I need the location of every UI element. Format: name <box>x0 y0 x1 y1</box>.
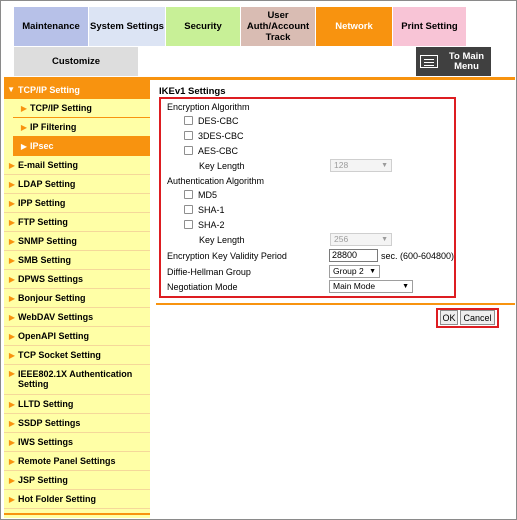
sidebar-item-label: Bonjour Setting <box>18 293 86 303</box>
authentication-key-length-select[interactable] <box>330 233 392 246</box>
triangle-right-icon: ▶ <box>8 179 15 189</box>
sidebar-subitem-ipsec[interactable] <box>13 137 150 156</box>
diffie-hellman-group-select[interactable] <box>329 265 380 278</box>
triangle-right-icon: ▶ <box>8 217 15 227</box>
sidebar-item-label: IPP Setting <box>18 198 66 208</box>
triangle-right-icon: ▶ <box>8 236 15 246</box>
sidebar-item-label: SNMP Setting <box>18 236 77 246</box>
triangle-right-icon: ▶ <box>8 456 15 466</box>
sidebar-item-label: TCP Socket Setting <box>18 350 101 360</box>
sidebar-item-label: TCP/IP Setting <box>30 103 92 113</box>
sidebar-item-label: IPsec <box>30 141 54 151</box>
triangle-right-icon: ▶ <box>8 350 15 360</box>
section-title: IKEv1 Settings <box>159 86 226 97</box>
sidebar-item-label: LDAP Setting <box>18 179 76 189</box>
to-main-menu-button[interactable] <box>416 47 491 76</box>
ok-button[interactable]: OK <box>440 310 458 325</box>
sidebar-item-ipp-setting[interactable] <box>4 194 150 213</box>
des-cbc-label: DES-CBC <box>198 116 239 126</box>
sidebar-item-iws-settings[interactable] <box>4 433 150 452</box>
sidebar-item-label: E-mail Setting <box>18 160 79 170</box>
aes-cbc-label: AES-CBC <box>198 146 239 156</box>
sidebar-bottom-divider <box>4 513 150 515</box>
sidebar <box>4 80 150 518</box>
sidebar-item-hot-folder-setting[interactable] <box>4 490 150 509</box>
sidebar-item-email-setting[interactable] <box>4 156 150 175</box>
sha1-label: SHA-1 <box>198 205 225 215</box>
cancel-button[interactable]: Cancel <box>460 310 495 325</box>
des-cbc-checkbox[interactable] <box>184 116 193 125</box>
sidebar-item-lltd-setting[interactable] <box>4 395 150 414</box>
negotiation-mode-label: Negotiation Mode <box>167 282 238 292</box>
encryption-algorithm-label: Encryption Algorithm <box>167 102 250 112</box>
sidebar-item-label: Hot Folder Setting <box>18 494 96 504</box>
sidebar-item-ssdp-settings[interactable] <box>4 414 150 433</box>
authentication-key-length-value: 256 <box>334 234 349 244</box>
negotiation-mode-select[interactable] <box>329 280 413 293</box>
triangle-right-icon: ▶ <box>8 312 15 322</box>
sidebar-item-label: JSP Setting <box>18 475 68 485</box>
sidebar-item-label: LLTD Setting <box>18 399 74 409</box>
sidebar-item-label: WebDAV Settings <box>18 312 94 322</box>
tab-network[interactable]: Network <box>316 7 393 46</box>
sidebar-item-smb-setting[interactable] <box>4 251 150 270</box>
triangle-right-icon: ▶ <box>20 122 27 132</box>
content-divider <box>156 303 515 305</box>
triangle-right-icon: ▶ <box>8 399 15 409</box>
encryption-key-length-value: 128 <box>334 160 349 170</box>
sidebar-subitem-ip-filtering[interactable] <box>13 118 150 137</box>
md5-label: MD5 <box>198 190 218 200</box>
sidebar-item-label: SMB Setting <box>18 255 71 265</box>
sidebar-item-label: TCP/IP Setting <box>18 84 80 95</box>
triangle-right-icon: ▶ <box>20 141 27 151</box>
aes-cbc-checkbox[interactable] <box>184 146 193 155</box>
3des-cbc-checkbox[interactable] <box>184 131 193 140</box>
tab-customize[interactable]: Customize <box>14 47 139 76</box>
sidebar-item-webdav-settings[interactable] <box>4 308 150 327</box>
sidebar-item-label: FTP Setting <box>18 217 68 227</box>
encryption-key-length-label: Key Length <box>199 161 245 171</box>
sidebar-item-label: IWS Settings <box>18 437 74 447</box>
diffie-hellman-group-value: Group 2 <box>333 266 364 276</box>
negotiation-mode-value: Main Mode <box>333 281 376 291</box>
sidebar-item-label: DPWS Settings <box>18 274 84 284</box>
tab-system-settings[interactable]: System Settings <box>89 7 166 46</box>
menu-list-icon <box>420 55 438 68</box>
sidebar-item-openapi-setting[interactable] <box>4 327 150 346</box>
triangle-right-icon: ▶ <box>8 293 15 303</box>
triangle-right-icon: ▶ <box>8 198 15 208</box>
md5-checkbox[interactable] <box>184 190 193 199</box>
tab-print-setting[interactable]: Print Setting <box>393 7 467 46</box>
chevron-down-icon: ▼ <box>381 162 388 169</box>
sidebar-item-ieee8021x-authentication-setting[interactable] <box>4 365 150 395</box>
triangle-right-icon: ▶ <box>8 437 15 447</box>
sha2-checkbox[interactable] <box>184 220 193 229</box>
key-validity-period-range: sec. (600-604800) <box>381 251 455 261</box>
triangle-right-icon: ▶ <box>8 255 15 265</box>
chevron-down-icon: ▼ <box>369 268 376 275</box>
triangle-right-icon: ▶ <box>8 418 15 428</box>
sidebar-item-label: OpenAPI Setting <box>18 331 90 341</box>
sha2-label: SHA-2 <box>198 220 225 230</box>
authentication-key-length-label: Key Length <box>199 235 245 245</box>
tab-user-auth-account-track[interactable]: User Auth/Account Track <box>241 7 316 46</box>
authentication-algorithm-label: Authentication Algorithm <box>167 176 265 186</box>
sidebar-item-bonjour-setting[interactable] <box>4 289 150 308</box>
sidebar-item-label: IEEE802.1X Authentication Setting <box>18 369 133 389</box>
sidebar-subitem-tcpip-setting[interactable] <box>13 99 150 118</box>
encryption-key-length-select[interactable] <box>330 159 392 172</box>
triangle-down-icon: ▼ <box>7 85 15 94</box>
to-main-menu-label: To Main Menu <box>448 50 485 72</box>
chevron-down-icon: ▼ <box>402 283 409 290</box>
3des-cbc-label: 3DES-CBC <box>198 131 244 141</box>
sidebar-item-jsp-setting[interactable] <box>4 471 150 490</box>
key-validity-period-label: Encryption Key Validity Period <box>167 251 287 261</box>
sidebar-item-label: IP Filtering <box>30 122 77 132</box>
triangle-right-icon: ▶ <box>8 331 15 341</box>
sidebar-item-tcp-socket-setting[interactable] <box>4 346 150 365</box>
key-validity-period-input[interactable]: 28800 <box>329 249 378 262</box>
triangle-right-icon: ▶ <box>8 274 15 284</box>
sidebar-item-label: Remote Panel Settings <box>18 456 116 466</box>
sidebar-item-snmp-setting[interactable] <box>4 232 150 251</box>
diffie-hellman-group-label: Diffie-Hellman Group <box>167 267 251 277</box>
sidebar-item-tcpip-setting[interactable] <box>4 80 150 99</box>
tab-security[interactable]: Security <box>166 7 241 46</box>
triangle-right-icon: ▶ <box>8 160 15 170</box>
triangle-right-icon: ▶ <box>20 103 27 113</box>
sidebar-item-ldap-setting[interactable] <box>4 175 150 194</box>
tab-maintenance[interactable]: Maintenance <box>14 7 89 46</box>
sidebar-item-label: SSDP Settings <box>18 418 81 428</box>
triangle-right-icon: ▶ <box>8 369 15 378</box>
sidebar-item-dpws-settings[interactable] <box>4 270 150 289</box>
chevron-down-icon: ▼ <box>381 236 388 243</box>
triangle-right-icon: ▶ <box>8 494 15 504</box>
sidebar-item-ftp-setting[interactable] <box>4 213 150 232</box>
sha1-checkbox[interactable] <box>184 205 193 214</box>
sidebar-item-remote-panel-settings[interactable] <box>4 452 150 471</box>
triangle-right-icon: ▶ <box>8 475 15 485</box>
